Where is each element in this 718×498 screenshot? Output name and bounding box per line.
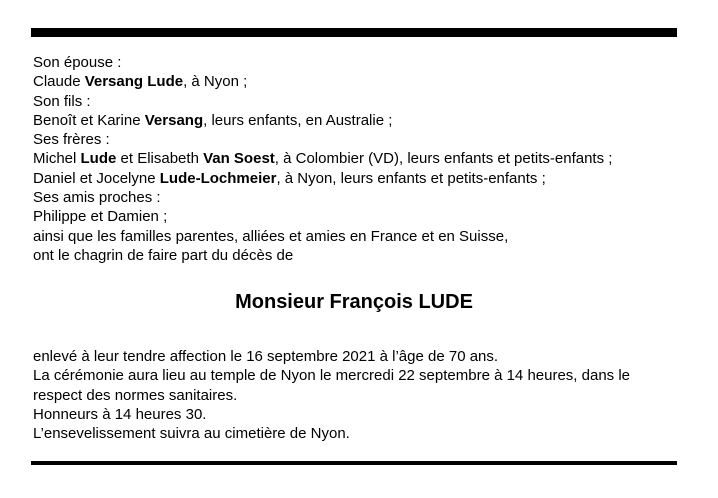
family-surname-bold: Lude	[80, 150, 117, 168]
family-surname-bold: Van Soest	[203, 150, 275, 168]
notice-text: Son épouse :	[33, 54, 122, 71]
notice-text: Claude	[33, 73, 85, 91]
ceremony-details-block	[33, 347, 677, 443]
bottom-border-rule	[31, 461, 677, 465]
deceased-name-title: Monsieur François LUDE	[235, 291, 473, 313]
notice-line	[33, 130, 677, 149]
notice-text: Daniel et Jocelyne	[33, 169, 160, 187]
notice-line	[33, 92, 677, 111]
notice-line	[33, 111, 677, 130]
family-surname-bold: Versang	[144, 111, 204, 129]
notice-text: Philippe et Damien ;	[33, 208, 168, 226]
notice-text: , à Nyon ;	[183, 73, 248, 91]
notice-text: et Elisabeth	[116, 150, 204, 168]
family-announcement-block	[33, 53, 677, 265]
notice-text: Ses amis proches :	[33, 189, 161, 207]
notice-text: Son fils :	[33, 92, 91, 110]
notice-line	[33, 72, 677, 91]
notice-line	[33, 169, 677, 188]
family-surname-bold: Lude-Lochmeier	[159, 169, 277, 187]
notice-line	[33, 246, 677, 265]
notice-text: Ses frères :	[33, 131, 110, 149]
notice-line	[33, 188, 677, 207]
notice-line	[33, 53, 677, 72]
notice-text: Benoît et Karine	[33, 111, 145, 129]
notice-text: , leurs enfants, en Australie ;	[203, 111, 393, 129]
notice-line	[33, 149, 677, 168]
notice-line: enlevé à leur tendre affection le 16 septembre 2021 à l’âge de 70 ans.	[33, 348, 499, 365]
notice-line	[33, 207, 677, 226]
notice-text: ont le chagrin de faire part du décès de	[33, 246, 294, 264]
notice-line: Honneurs à 14 heures 30.	[33, 405, 207, 423]
notice-line: La cérémonie aura lieu au temple de Nyon le mercredi 22 septembre à 14 heures, dans le respect des normes sanitaires.	[33, 367, 631, 404]
notice-text: , à Colombier (VD), leurs enfants et petits-enfants ;	[274, 150, 613, 168]
family-surname-bold: Versang Lude	[84, 73, 184, 91]
notice-text: ainsi que les familles parentes, alliées et amies en France et en Suisse,	[33, 227, 509, 245]
notice-text: Michel	[33, 150, 81, 168]
notice-text: , à Nyon, leurs enfants et petits-enfants ;	[276, 169, 546, 187]
notice-line: L’ensevelissement suivra au cimetière de Nyon.	[33, 425, 350, 443]
notice-line	[33, 227, 677, 246]
top-border-rule	[31, 28, 677, 37]
